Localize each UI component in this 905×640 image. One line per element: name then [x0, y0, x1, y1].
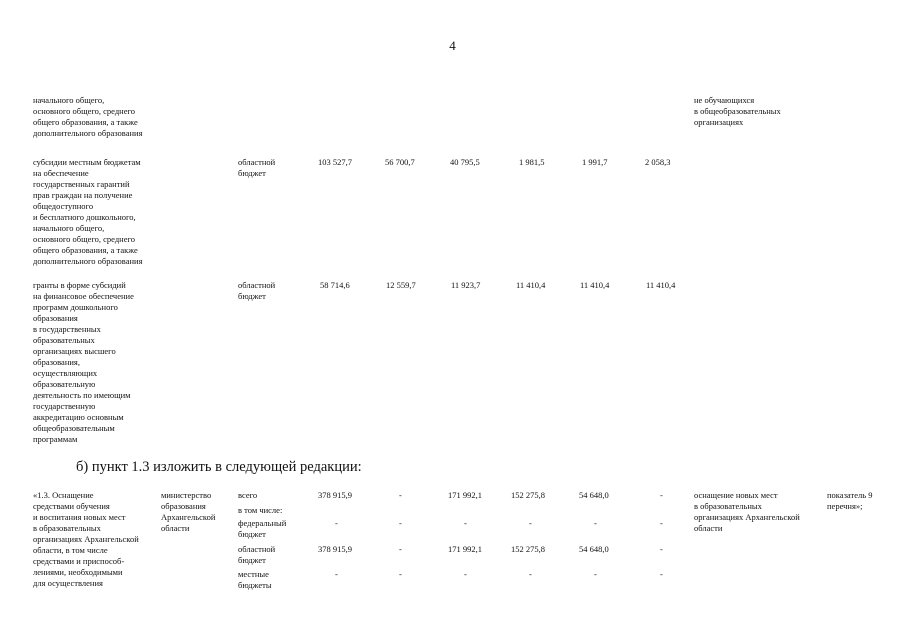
subsidies-value-3: 1 981,5 [519, 157, 545, 167]
source-federal-value-2: - [464, 518, 467, 528]
source-regional-value-total: 378 915,9 [318, 544, 352, 554]
source-total-value-4: 54 648,0 [579, 490, 609, 500]
source-local-label: местные бюджеты [238, 569, 272, 590]
subsidies-name: субсидии местным бюджетам на обеспечение государственных гарантий прав граждан на получение общедоступного и бесплатного дошкольного, начального общего, основного общего, среднего общего образования, а также дополнительного образования [33, 157, 143, 266]
source-federal-value-1: - [399, 518, 402, 528]
grants-value-4: 11 410,4 [580, 280, 610, 290]
item13-name: «1.3. Оснащение средствами обучения и воспитания новых мест в образовательных организациях Архангельской области, в том числе средствами и приспособ- лениями, необходимыми для осуществления [33, 490, 139, 588]
subsidies-value-2: 40 795,5 [450, 157, 480, 167]
source-federal-value-5: - [660, 518, 663, 528]
source-regional-value-2: 171 992,1 [448, 544, 482, 554]
source-local-value-1: - [399, 569, 402, 579]
subsidies-source: областной бюджет [238, 157, 276, 178]
source-local-value-2: - [464, 569, 467, 579]
grants-name: гранты в форме субсидий на финансовое обеспечение программ дошкольного образования в государственных образовательных организациях высшего образования, осуществляющих образовательную деятельность по имеющим государственную аккредитацию основным общеобразовательным программам [33, 280, 134, 444]
grants-value-total: 58 714,6 [320, 280, 350, 290]
subsidies-value-total: 103 527,7 [318, 157, 352, 167]
source-local-value-3: - [529, 569, 532, 579]
item13-result: оснащение новых мест в образовательных организациях Архангельской области [694, 490, 800, 533]
source-federal-value-4: - [594, 518, 597, 528]
source-total-value-1: - [399, 490, 402, 500]
item13-indicator: показатель 9 перечня»; [827, 490, 873, 511]
source-total-value-2: 171 992,1 [448, 490, 482, 500]
grants-value-5: 11 410,4 [646, 280, 676, 290]
grants-value-2: 11 923,7 [451, 280, 481, 290]
source-regional-value-1: - [399, 544, 402, 554]
source-regional-value-5: - [660, 544, 663, 554]
source-local-value-5: - [660, 569, 663, 579]
top-purpose-text: начального общего, основного общего, среднего общего образования, а также дополнительного образования [33, 95, 143, 138]
source-total-value-5: - [660, 490, 663, 500]
source-federal-value-total: - [335, 518, 338, 528]
subsidies-value-4: 1 991,7 [582, 157, 608, 167]
subsidies-value-1: 56 700,7 [385, 157, 415, 167]
source-total-value-total: 378 915,9 [318, 490, 352, 500]
source-local-value-4: - [594, 569, 597, 579]
source-regional-label: областной бюджет [238, 544, 276, 565]
source-total-value-3: 152 275,8 [511, 490, 545, 500]
top-result-text: не обучающихся в общеобразовательных организациях [694, 95, 781, 127]
source-local-value-total: - [335, 569, 338, 579]
grants-value-1: 12 559,7 [386, 280, 416, 290]
grants-value-3: 11 410,4 [516, 280, 546, 290]
grants-source: областной бюджет [238, 280, 276, 301]
source-federal-label: федеральный бюджет [238, 518, 287, 539]
source-total-label: всего [238, 490, 258, 500]
source-regional-value-4: 54 648,0 [579, 544, 609, 554]
item13-executor: министерство образования Архангельской области [161, 490, 216, 533]
source-regional-value-3: 152 275,8 [511, 544, 545, 554]
source-including-label: в том числе: [238, 505, 283, 515]
subsidies-value-5: 2 058,3 [645, 157, 671, 167]
source-federal-value-3: - [529, 518, 532, 528]
page-number: 4 [449, 38, 456, 53]
section-heading: б) пункт 1.3 изложить в следующей редакции: [76, 459, 362, 475]
